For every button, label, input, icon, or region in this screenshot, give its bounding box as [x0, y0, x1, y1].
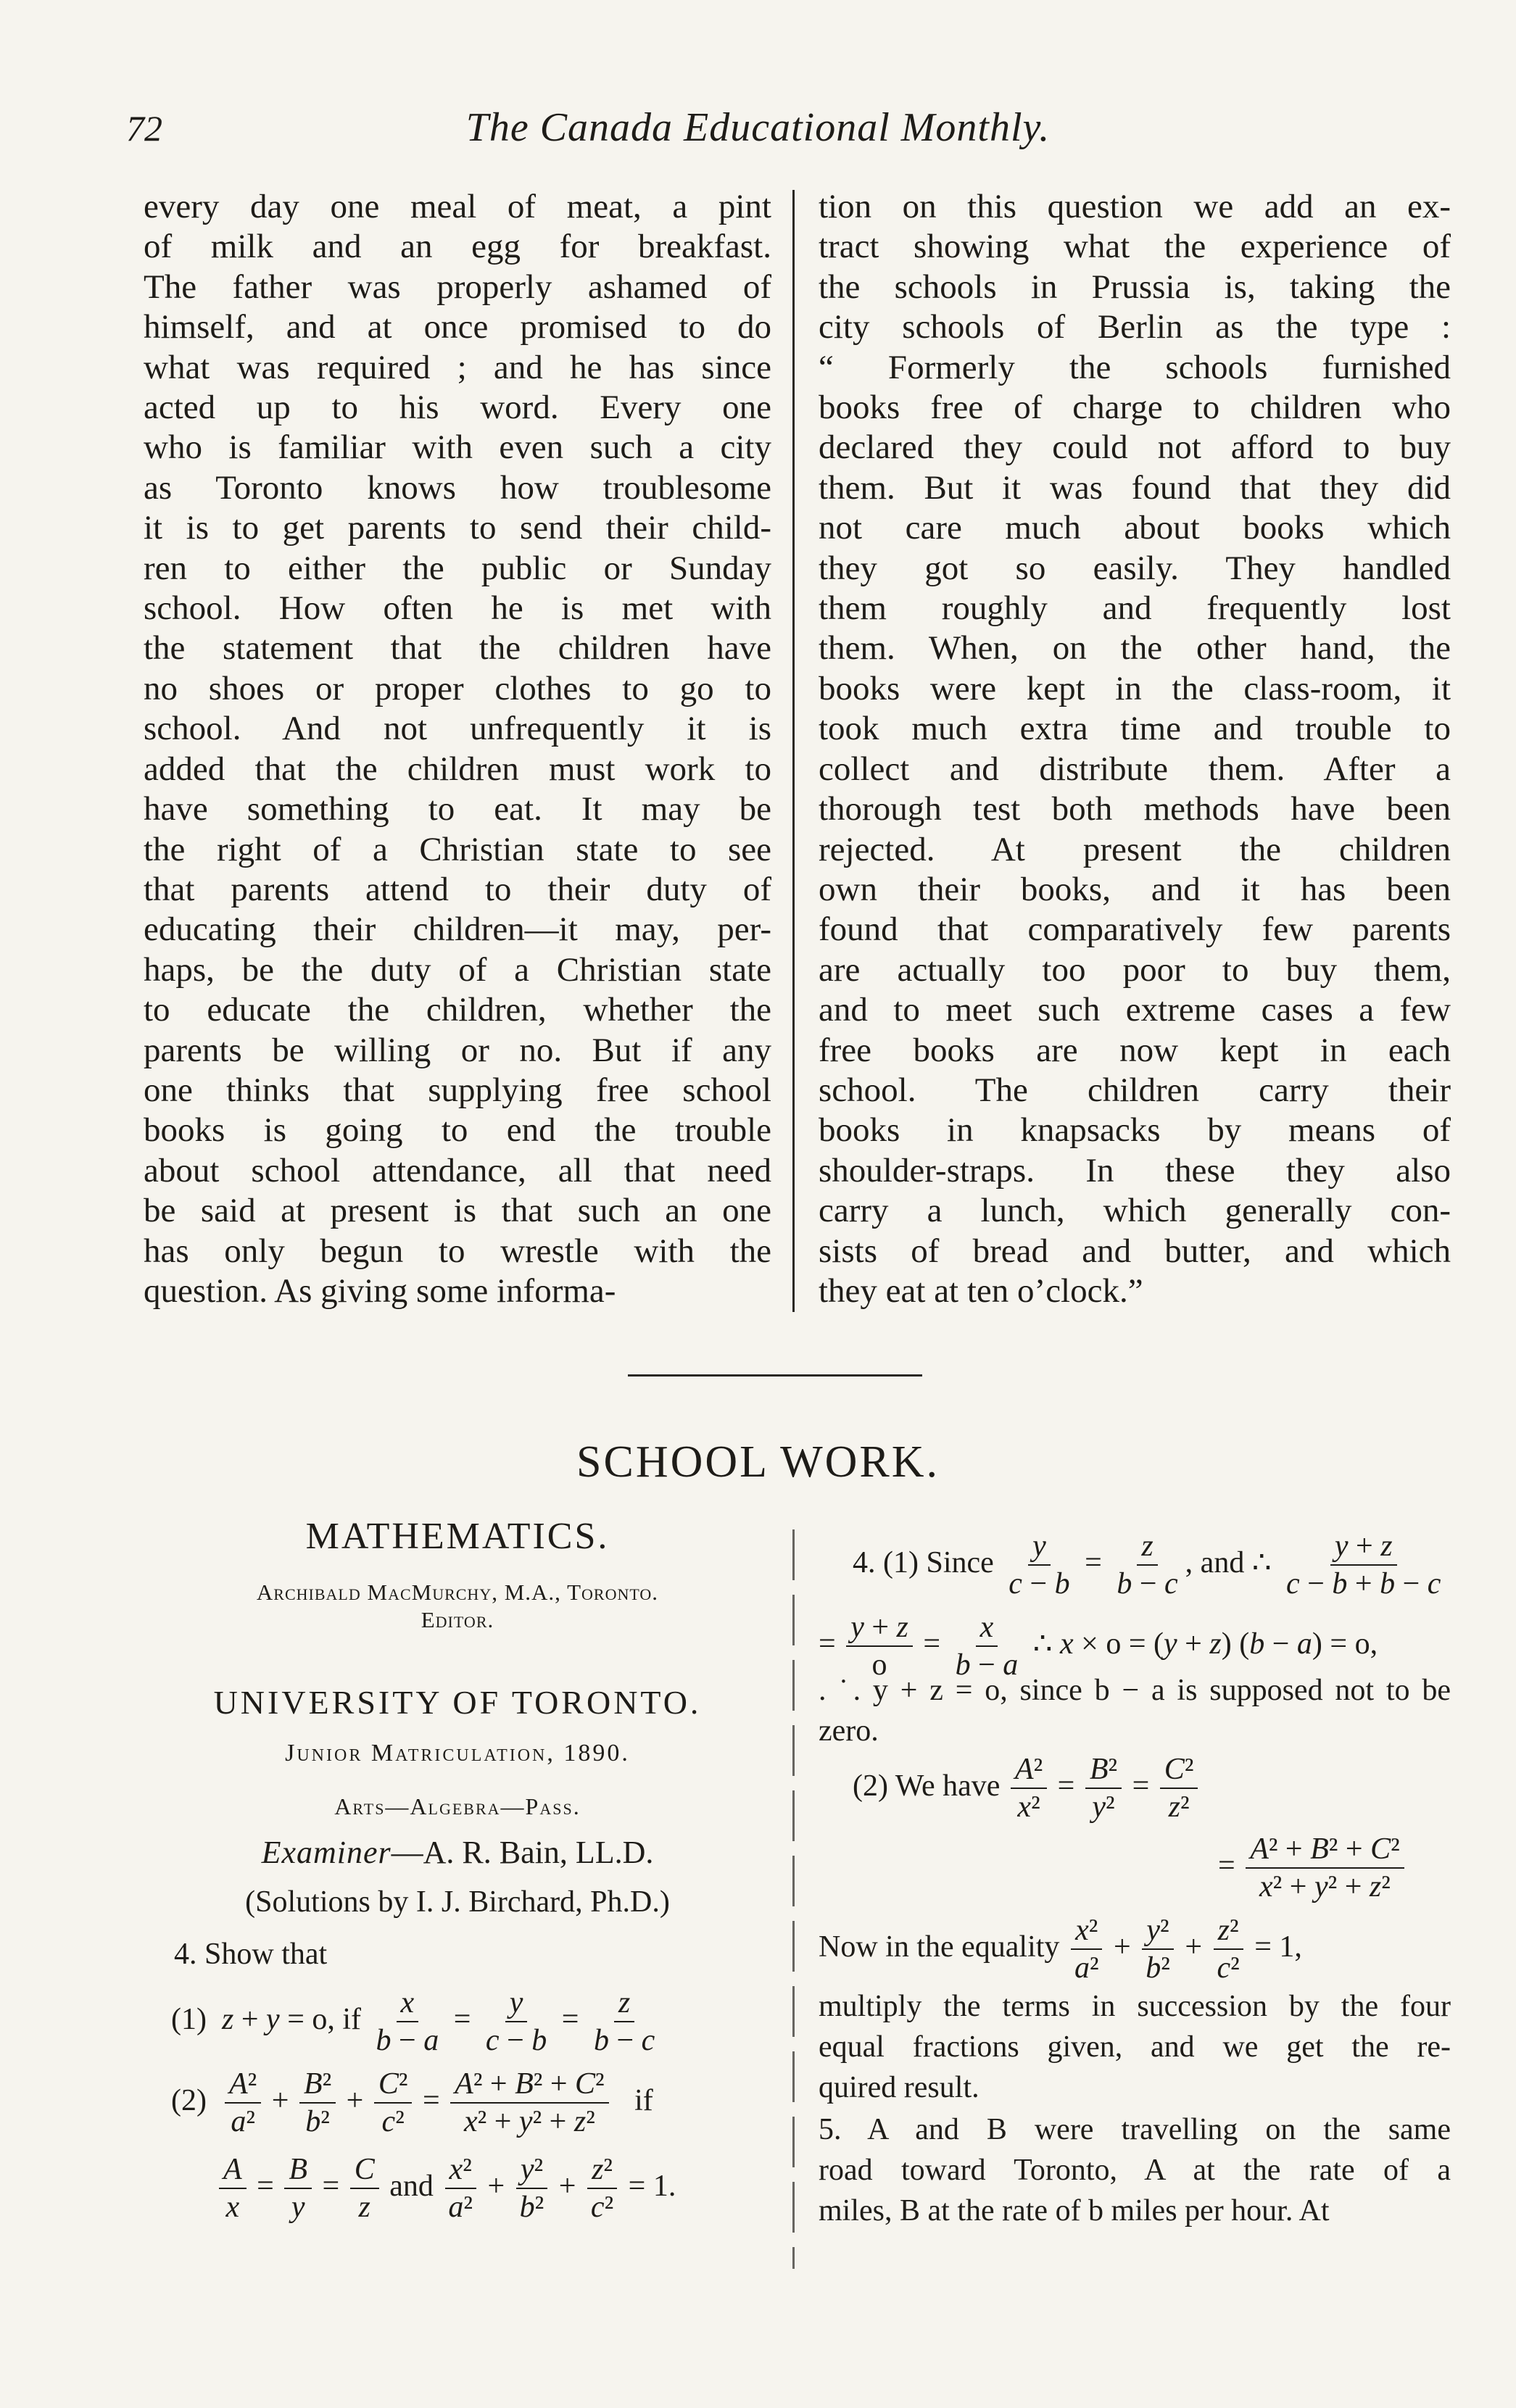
text-line: what was required ; and he has since: [144, 348, 771, 386]
text-line: them. When, on the other hand, the: [819, 629, 1451, 668]
text-line: educating their children—it may, per-: [144, 910, 771, 949]
text-line: collect and distribute them. After a: [819, 750, 1451, 788]
text-line: that parents attend to their duty of: [144, 870, 771, 908]
text-line: zero.: [819, 1714, 879, 1748]
text-line: as Toronto knows how troublesome: [144, 468, 771, 507]
text-line: school. And not unfrequently it is: [144, 710, 771, 748]
text-line: The father was properly ashamed of: [144, 267, 771, 306]
text-line: have something to eat. It may be: [144, 790, 771, 829]
column-divider-lower: [792, 1529, 795, 2269]
we-have-label: (2) We have: [853, 1769, 1001, 1803]
text-line: miles, B at the rate of b miles per hour. At: [819, 2194, 1330, 2228]
equation-part-2: (2) $\frac{\text{A²}}{\text{a²}}$ + $\frac{\text{B²}}{\text{b²}}$ + $\frac{\text{C²}}{\text{c²}}$ = $\frac{\text{A² + B² + C²}}{\text{x² + y² + z²}}$ if: [171, 2067, 653, 2139]
right-column-text: [819, 187, 1451, 1311]
text-line: free books are now kept in each: [819, 1031, 1451, 1069]
text-line: books in knapsacks by means of: [819, 1111, 1451, 1150]
text-line: equal fractions given, and we get the re-: [819, 2030, 1451, 2064]
text-line: multiply the terms in succession by the four: [819, 1990, 1451, 2023]
running-title: The Canada Educational Monthly.: [465, 105, 1051, 150]
text-line: rejected. At present the children: [819, 830, 1451, 868]
text-line: they got so easily. They handled: [819, 549, 1451, 587]
text-line: school. How often he is met with: [144, 589, 771, 628]
paper-heading: Arts—Algebra—Pass.: [334, 1793, 581, 1819]
subject-heading: MATHEMATICS.: [305, 1516, 610, 1557]
solution-4-1-since: 4. (1) Since $\frac{y}{c - b}$ = $\frac{z}{b - c}$ , and ∴ $\frac{y + z}{c - b + b - c}$: [853, 1529, 1441, 1601]
text-line: has only begun to wrestle with the: [144, 1232, 771, 1270]
text-line: the schools in Prussia is, taking the: [819, 267, 1451, 306]
solutions-credit: (Solutions by I. J. Birchard, Ph.D.): [245, 1885, 670, 1919]
solution-4-1-result: = $\frac{y + z}{o}$ = $\frac{x}{b - a}$ ∴ x × o = (y + z) (b − a) = o,: [819, 1611, 1378, 1682]
editor-credit: [144, 1579, 771, 1634]
examiner-line: [144, 1834, 771, 1871]
text-line: question. As giving some informa-: [144, 1271, 616, 1310]
text-line: of milk and an egg for breakfast.: [144, 228, 771, 266]
text-line: declared they could not afford to buy: [819, 428, 1451, 467]
examiner-label: Examiner: [261, 1835, 392, 1870]
exam-heading: Junior Matriculation, 1890.: [285, 1740, 630, 1766]
text-line: books free of charge to children who: [819, 389, 1451, 427]
text-line: city schools of Berlin as the type :: [819, 308, 1451, 346]
text-line: not care much about books which: [819, 509, 1451, 547]
text-line: the statement that the children have: [144, 629, 771, 668]
text-line: it is to get parents to send their child-: [144, 509, 771, 547]
text-line: and to meet such extreme cases a few: [819, 991, 1451, 1029]
text-line: haps, be the duty of a Christian state: [144, 950, 771, 989]
text-line: added that the children must work to: [144, 750, 771, 788]
solution-4-2-sum: = $\frac{\text{A² + B² + C²}}{\text{x² + y² + z²}}$: [1218, 1832, 1407, 1903]
solution-4-2-equality: Now in the equality $\frac{\text{x²}}{\text{a²}}$ + $\frac{\text{y²}}{\text{b²}}$ + $\frac{\text{z²}}{\text{c²}}$ = 1,: [819, 1914, 1302, 1985]
text-line: who is familiar with even such a city: [144, 428, 771, 467]
text-line: 5. A and B were travelling on the same: [819, 2113, 1451, 2146]
text-line: tion on this question we add an ex-: [819, 188, 1451, 225]
text-line: books were kept in the class-room, it: [819, 669, 1451, 707]
text-line: road toward Toronto, A at the rate of a: [819, 2154, 1451, 2187]
text-line: took much extra time and trouble to: [819, 710, 1451, 748]
text-line: found that comparatively few parents: [819, 910, 1451, 949]
text-line: be said at present is that such an one: [144, 1192, 771, 1230]
text-line: school. The children carry their: [819, 1071, 1451, 1109]
text-line: them. But it was found that they did: [819, 468, 1451, 507]
examiner-name: —A. R. Bain, LL.D.: [391, 1835, 654, 1870]
text-line: tract showing what the experience of: [819, 228, 1451, 266]
text-line: carry a lunch, which generally con-: [819, 1192, 1451, 1230]
section-title: SCHOOL WORK.: [576, 1437, 940, 1487]
question-4-prompt: 4. Show that: [174, 1938, 328, 1971]
text-line: they eat at ten o’clock.”: [819, 1271, 1143, 1310]
text-line: own their books, and it has been: [819, 870, 1451, 908]
now-label: Now in the equality: [819, 1930, 1060, 1964]
text-line: quired result.: [819, 2071, 979, 2104]
text-line: one thinks that supplying free school: [144, 1071, 771, 1109]
equation-condition: $\frac{A}{x}$ = $\frac{B}{y}$ = $\frac{C}{z}$ and $\frac{\text{x²}}{\text{a²}}$ + $\frac{\text{y²}}{\text{b²}}$ + $\frac{\text{z²}}{\text{c²}}$ = 1.: [216, 2153, 676, 2224]
editor-name: Archibald MacMurchy, M.A., Toronto.: [256, 1579, 659, 1605]
text-line: to educate the children, whether the: [144, 991, 771, 1029]
editor-role: Editor.: [421, 1607, 494, 1632]
question-5-text: [819, 2109, 1451, 2231]
text-line: are actually too poor to buy them,: [819, 950, 1451, 989]
text-line: them roughly and frequently lost: [819, 589, 1451, 628]
section-separator-rule: [628, 1374, 922, 1377]
text-line: every day one meal of meat, a pint: [144, 188, 771, 225]
since-label: 4. (1) Since: [853, 1545, 994, 1579]
column-divider: [792, 190, 795, 1312]
text-line: thorough test both methods have been: [819, 790, 1451, 829]
text-line: books is going to end the trouble: [144, 1111, 771, 1150]
text-line: parents be willing or no. But if any: [144, 1031, 771, 1069]
text-line: sists of bread and butter, and which: [819, 1232, 1451, 1270]
left-column-text: [144, 187, 771, 1311]
text-line: no shoes or proper clothes to go to: [144, 669, 771, 707]
text-line: about school attendance, all that need: [144, 1151, 771, 1190]
text-line: . ˙. y + z = o, since b − a is supposed not to be: [819, 1674, 1451, 1707]
text-line: himself, and at once promised to do: [144, 308, 771, 346]
text-line: “ Formerly the schools furnished: [819, 348, 1451, 386]
text-line: shoulder-straps. In these they also: [819, 1151, 1451, 1190]
university-heading: UNIVERSITY OF TORONTO.: [213, 1684, 702, 1721]
solution-4-2-conclusion: [819, 1986, 1451, 2108]
equation-part-1: (1) z + y = o, if $\frac{x}{b - a}$ = $\frac{y}{c - b}$ = $\frac{z}{b - c}$: [171, 1986, 655, 2058]
solution-4-2-we-have: (2) We have $\frac{\text{A²}}{\text{x²}}$ = $\frac{\text{B²}}{\text{y²}}$ = $\frac{\text{C²}}{\text{z²}}$: [853, 1753, 1201, 1824]
text-line: acted up to his word. Every one: [144, 389, 771, 427]
text-line: ren to either the public or Sunday: [144, 549, 771, 587]
solution-4-1-conclusion: [819, 1670, 1451, 1751]
page-number: 72: [126, 108, 162, 149]
text-line: the right of a Christian state to see: [144, 830, 771, 868]
